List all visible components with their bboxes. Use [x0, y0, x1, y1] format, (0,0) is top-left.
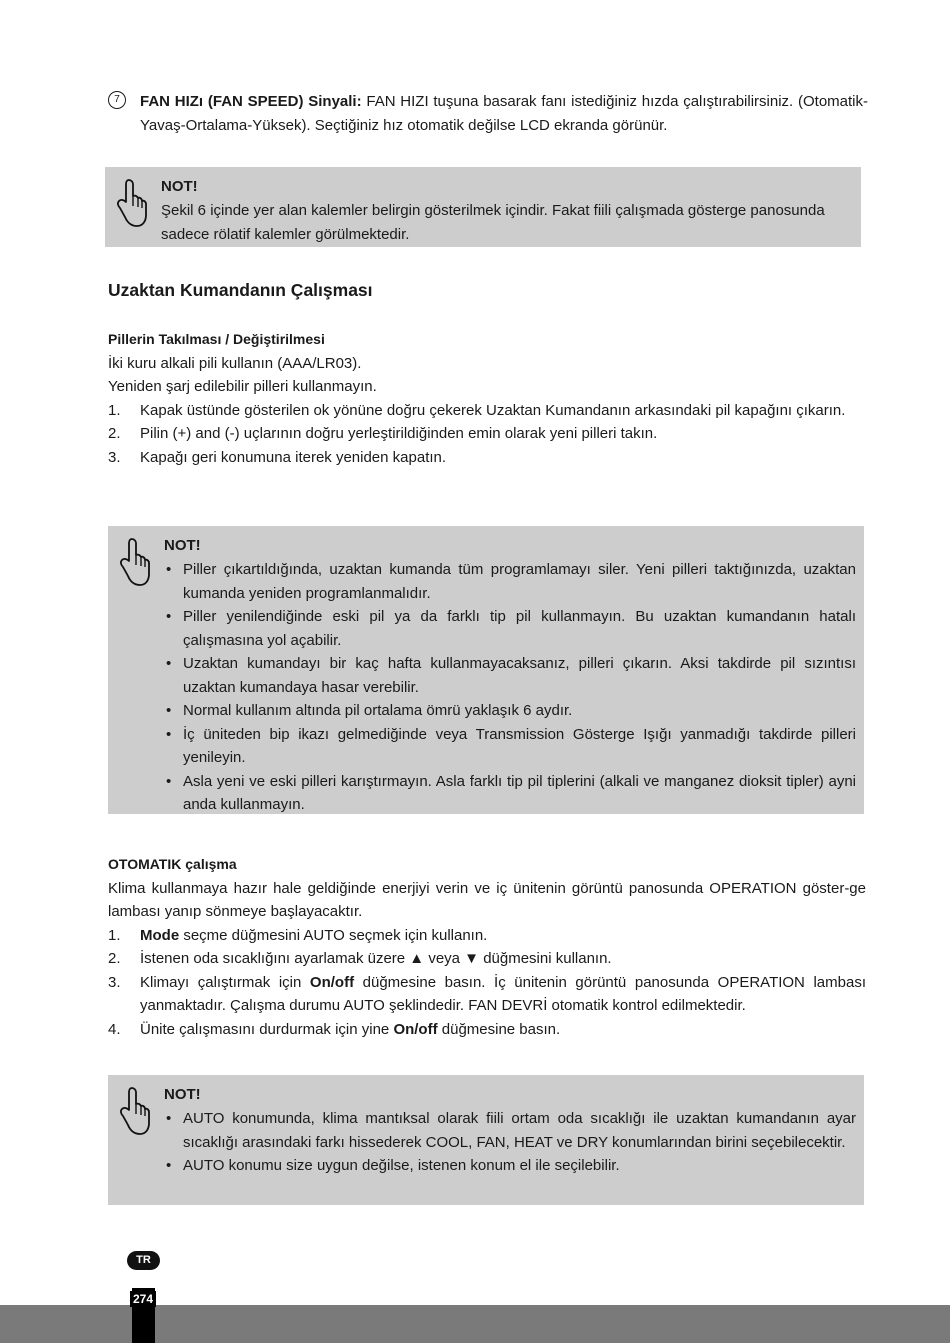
list-item: • AUTO konumu size uygun değilse, istenen konum el ile seçilebilir. — [164, 1154, 856, 1178]
note-box-1 — [105, 167, 861, 247]
note-title: NOT! — [161, 178, 198, 195]
item-number-badge: 7 — [108, 91, 126, 109]
batteries-line-1: İki kuru alkali pili kullanın (AAA/LR03). — [108, 354, 362, 372]
note-title: NOT! — [164, 537, 201, 554]
pointing-hand-icon — [116, 1085, 152, 1137]
fan-speed-title: FAN HIZı (FAN SPEED) Sinyali: — [140, 93, 362, 110]
list-item: • İç üniteden bip ikazı gelmediğinde veya Transmission Gösterge Işığı yanmadığı takdirde pilleri yenileyin. — [164, 723, 856, 770]
note-title: NOT! — [164, 1086, 201, 1103]
list-item: 3. Klimayı çalıştırmak için On/off düğmesine basın. İç ünitenin görüntü panosunda OPERATION lambası yanmaktadır. Çalışma durumu AUTO şeklindedir. FAN DEVRİ otomatik kontrol edilmektedir. — [108, 973, 866, 1014]
batteries-subtitle: Pillerin Takılması / Değiştirilmesi — [108, 331, 325, 347]
list-item: • Asla yeni ve eski pilleri karıştırmayın. Asla farklı tip pil tiplerini (alkali ve manganez dioksit tipler) ayni anda kullanmayın. — [164, 770, 856, 817]
note-box-2 — [108, 526, 864, 814]
auto-subtitle: OTOMATIK çalışma — [108, 856, 237, 872]
list-item: • Piller yenilendiğinde eski pil ya da farklı tip pil kullanmayın. Bu uzaktan kumandanın hatalı çalışmasına yol açabilir. — [164, 605, 856, 652]
section-title: Uzaktan Kumandanın Çalışması — [108, 280, 373, 300]
list-item: 1. Kapak üstünde gösterilen ok yönüne doğru çekerek Uzaktan Kumandanın arkasındaki pil kapağını çıkarın. — [108, 401, 846, 419]
list-item: 2. Pilin (+) and (-) uçlarının doğru yerleştirildiğinden emin olarak yeni pilleri takın. — [108, 425, 658, 442]
list-item: 3. Kapağı geri konumuna iterek yeniden kapatın. — [108, 448, 447, 466]
pointing-hand-icon — [113, 177, 149, 229]
list-item: • Piller çıkartıldığında, uzaktan kumanda tüm programlamayı siler. Yeni pilleri taktığınızda, uzaktan kumanda yeniden programlanmalıdır. — [164, 558, 856, 605]
fan-speed-text: FAN HIZI tuşuna basarak fanı istediğiniz hızda çalıştırabilirsiniz. (Otomatik-Yavaş-Ortalama-Yüksek). Seçtiğiniz hız otomatik değilse LCD ekranda görünür. — [140, 93, 868, 134]
page-number: 274 — [130, 1291, 156, 1307]
list-item: 2. İstenen oda sıcaklığını ayarlamak üzere ▲ veya ▼ düğmesini kullanın. — [108, 950, 612, 967]
batteries-section — [108, 328, 866, 469]
list-item: 4. Ünite çalışmasını durdurmak için yine On/off düğmesine basın. — [108, 1020, 561, 1038]
fan-speed-item — [108, 90, 868, 137]
auto-section — [108, 853, 866, 1041]
language-badge: TR — [127, 1251, 160, 1270]
batteries-line-2: Yeniden şarj edilebilir pilleri kullanmayın. — [108, 378, 377, 395]
list-item: • Uzaktan kumandayı bir kaç hafta kullanmayacaksanız, pilleri çıkarın. Aksi takdirde pil sızıntısı uzaktan kumandaya hasar verebilir. — [164, 652, 856, 699]
list-item: 1. Mode seçme düğmesini AUTO seçmek için kullanın. — [108, 926, 488, 944]
note-box-3 — [108, 1075, 864, 1205]
pointing-hand-icon — [116, 536, 152, 588]
list-item: • AUTO konumunda, klima mantıksal olarak fiili ortam oda sıcaklığı ile uzaktan kumandanın ayar sıcaklığı arasındaki farkı hissederek COOL, FAN, HEAT ve DRY konumlarından birini seçebilecektir. — [164, 1107, 856, 1154]
auto-intro: Klima kullanmaya hazır hale geldiğinde enerjiyi verin ve iç ünitenin görüntü panosunda OPERATION göster-ge lambası yanıp sönmeye başlayacaktır. — [108, 879, 866, 920]
note-text: Şekil 6 içinde yer alan kalemler belirgin gösterilmek içindir. Fakat fiili çalışmada gösterge panosunda sadece rölatif kalemler görülmektedir. — [161, 202, 825, 243]
list-item: • Normal kullanım altında pil ortalama ömrü yaklaşık 6 aydır. — [164, 699, 856, 723]
